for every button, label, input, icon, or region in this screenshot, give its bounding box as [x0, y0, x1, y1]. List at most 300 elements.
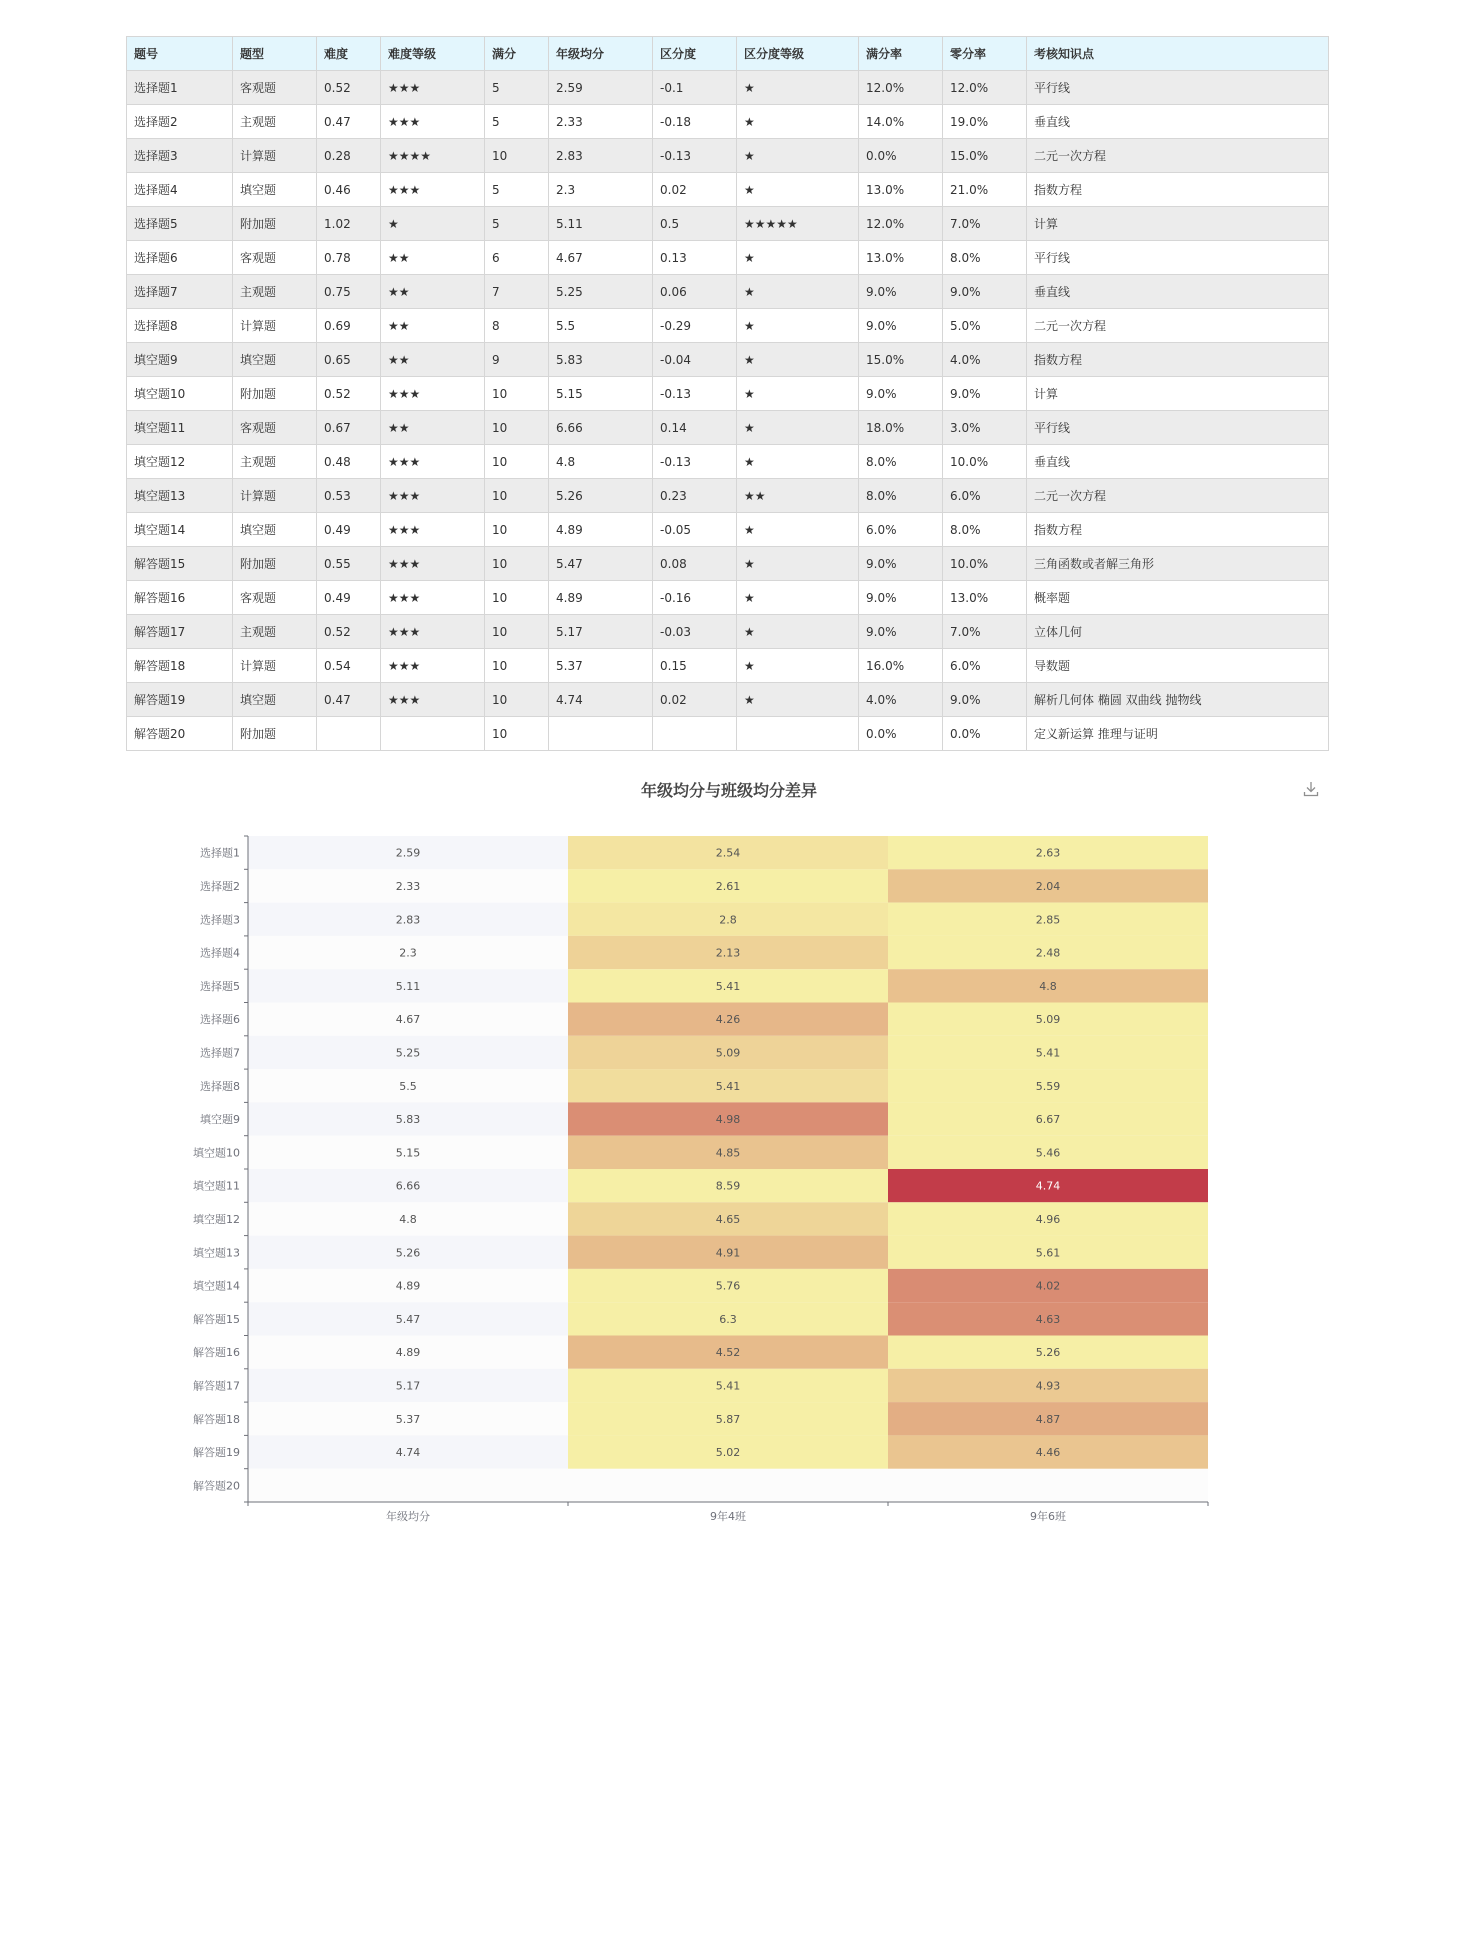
table-cell: -0.13	[653, 139, 737, 173]
table-cell: 解答题19	[127, 683, 233, 717]
table-cell: 7.0%	[943, 615, 1027, 649]
data-label: 5.87	[715, 1412, 741, 1426]
table-cell: 附加题	[233, 377, 317, 411]
table-cell: 5	[485, 105, 549, 139]
table-cell: -0.16	[653, 581, 737, 615]
x-tick-label: 9年6班	[1030, 1510, 1066, 1523]
table-cell: 5	[485, 173, 549, 207]
table-cell: 10	[485, 377, 549, 411]
data-label: 2.3	[399, 946, 417, 960]
table-cell: 0.02	[653, 683, 737, 717]
data-label: 2.04	[1035, 879, 1061, 893]
table-cell: 10	[485, 615, 549, 649]
y-tick-label: 选择题2	[200, 879, 240, 893]
data-label: 5.83	[395, 1113, 421, 1127]
column-header: 区分度等级	[737, 37, 859, 71]
table-cell: ★★★	[381, 547, 485, 581]
table-cell: 0.14	[653, 411, 737, 445]
table-cell: 5	[485, 207, 549, 241]
data-label: 5.61	[1035, 1246, 1061, 1260]
table-cell: 0.46	[317, 173, 381, 207]
table-cell: 4.74	[549, 683, 653, 717]
table-cell: 10.0%	[943, 547, 1027, 581]
table-cell: -0.05	[653, 513, 737, 547]
data-label: 2.54	[715, 846, 741, 860]
data-label: 8.59	[715, 1179, 741, 1193]
y-tick-label: 填空题12	[193, 1212, 240, 1226]
table-cell: 选择题4	[127, 173, 233, 207]
data-label: 4.87	[1035, 1412, 1061, 1426]
table-cell: 客观题	[233, 411, 317, 445]
table-cell: 12.0%	[859, 207, 943, 241]
table-cell: -0.03	[653, 615, 737, 649]
data-label: 4.63	[1035, 1312, 1061, 1326]
y-tick-label: 选择题5	[200, 979, 240, 993]
table-cell: 选择题8	[127, 309, 233, 343]
table-cell: 10	[485, 547, 549, 581]
table-cell: 5.26	[549, 479, 653, 513]
table-cell: 0.47	[317, 683, 381, 717]
y-tick-label: 选择题6	[200, 1013, 240, 1027]
table-cell: 定义新运算 推理与证明	[1027, 717, 1329, 751]
table-cell: 0.02	[653, 173, 737, 207]
table-cell: 指数方程	[1027, 343, 1329, 377]
table-cell: 0.23	[653, 479, 737, 513]
table-cell: ★★★	[381, 105, 485, 139]
table-cell: 5.15	[549, 377, 653, 411]
y-tick-label: 填空题13	[193, 1246, 240, 1260]
table-cell: 0.49	[317, 581, 381, 615]
table-cell: 计算题	[233, 479, 317, 513]
table-cell: ★	[737, 139, 859, 173]
table-cell: 9.0%	[943, 275, 1027, 309]
table-cell: 10	[485, 411, 549, 445]
table-cell: 平行线	[1027, 71, 1329, 105]
table-cell: 主观题	[233, 445, 317, 479]
table-cell: 0.52	[317, 71, 381, 105]
table-cell: 21.0%	[943, 173, 1027, 207]
table-cell: 0.15	[653, 649, 737, 683]
data-label: 4.93	[1035, 1379, 1061, 1393]
table-cell: 10	[485, 683, 549, 717]
table-cell: 18.0%	[859, 411, 943, 445]
table-cell: 附加题	[233, 207, 317, 241]
table-cell: 0.53	[317, 479, 381, 513]
table-cell: -0.04	[653, 343, 737, 377]
table-cell: 主观题	[233, 105, 317, 139]
data-label: 4.8	[399, 1212, 417, 1226]
table-cell: 客观题	[233, 581, 317, 615]
table-cell: 2.33	[549, 105, 653, 139]
data-label: 2.83	[395, 913, 421, 927]
table-cell: 6	[485, 241, 549, 275]
table-cell: -0.1	[653, 71, 737, 105]
table-cell: 选择题6	[127, 241, 233, 275]
table-cell: ★	[737, 445, 859, 479]
data-label: 6.3	[719, 1312, 737, 1326]
table-cell: 5.37	[549, 649, 653, 683]
table-cell: 10.0%	[943, 445, 1027, 479]
table-cell: ★	[737, 173, 859, 207]
table-cell: 填空题13	[127, 479, 233, 513]
data-label: 2.13	[715, 946, 741, 960]
data-label: 2.61	[715, 879, 741, 893]
table-cell: 10	[485, 513, 549, 547]
data-label: 2.63	[1035, 846, 1061, 860]
y-tick-label: 选择题7	[200, 1046, 240, 1060]
table-cell: ★	[737, 615, 859, 649]
table-cell: 4.67	[549, 241, 653, 275]
table-cell: 计算	[1027, 207, 1329, 241]
table-cell: 0.5	[653, 207, 737, 241]
table-cell: ★★★	[381, 71, 485, 105]
table-cell: 选择题3	[127, 139, 233, 173]
y-tick-label: 解答题16	[193, 1346, 240, 1360]
table-cell: 计算题	[233, 649, 317, 683]
table-cell: 二元一次方程	[1027, 309, 1329, 343]
table-cell: 9.0%	[943, 377, 1027, 411]
table-cell: ★★★★★	[737, 207, 859, 241]
table-cell: ★★	[737, 479, 859, 513]
table-cell: 0.0%	[859, 717, 943, 751]
table-cell: -0.18	[653, 105, 737, 139]
table-cell: ★	[737, 649, 859, 683]
table-cell: 9.0%	[943, 683, 1027, 717]
data-label: 4.89	[395, 1279, 421, 1293]
table-cell: 解答题16	[127, 581, 233, 615]
table-cell: 0.0%	[859, 139, 943, 173]
y-tick-label: 选择题8	[200, 1079, 240, 1093]
table-cell: 4.89	[549, 513, 653, 547]
table-cell: ★	[737, 241, 859, 275]
table-cell: 16.0%	[859, 649, 943, 683]
table-cell: 2.59	[549, 71, 653, 105]
table-cell: ★★★	[381, 445, 485, 479]
table-cell: ★★★	[381, 649, 485, 683]
data-label: 2.85	[1035, 913, 1061, 927]
table-cell: ★★	[381, 411, 485, 445]
table-cell: 0.13	[653, 241, 737, 275]
table-cell: ★	[737, 343, 859, 377]
data-label: 5.5	[399, 1079, 417, 1093]
table-cell: 13.0%	[859, 173, 943, 207]
table-cell: 平行线	[1027, 411, 1329, 445]
table-cell: 8.0%	[859, 445, 943, 479]
table-cell: ★★★	[381, 173, 485, 207]
table-cell: 解答题20	[127, 717, 233, 751]
y-tick-label: 解答题19	[193, 1446, 240, 1460]
data-label: 4.65	[715, 1212, 741, 1226]
data-label: 5.59	[1035, 1079, 1061, 1093]
table-cell: 0.06	[653, 275, 737, 309]
data-label: 5.15	[395, 1146, 421, 1160]
y-tick-label: 解答题20	[193, 1479, 240, 1493]
table-cell: 填空题10	[127, 377, 233, 411]
data-label: 5.47	[395, 1312, 421, 1326]
table-cell: 填空题	[233, 343, 317, 377]
table-cell: 2.3	[549, 173, 653, 207]
data-label: 6.67	[1035, 1113, 1061, 1127]
table-cell: 15.0%	[943, 139, 1027, 173]
table-cell: 0.54	[317, 649, 381, 683]
table-cell: 0.69	[317, 309, 381, 343]
table-cell: 14.0%	[859, 105, 943, 139]
table-cell: 指数方程	[1027, 513, 1329, 547]
data-label: 4.52	[715, 1346, 741, 1360]
y-tick-label: 选择题4	[200, 946, 240, 960]
data-label: 4.67	[395, 1013, 421, 1027]
table-cell: 12.0%	[943, 71, 1027, 105]
table-cell: ★	[381, 207, 485, 241]
table-cell: 5.47	[549, 547, 653, 581]
table-cell: ★★★★	[381, 139, 485, 173]
table-cell: 导数题	[1027, 649, 1329, 683]
data-label: 5.37	[395, 1412, 421, 1426]
table-cell: 主观题	[233, 615, 317, 649]
data-label: 4.89	[395, 1346, 421, 1360]
data-label: 5.25	[395, 1046, 421, 1060]
table-cell: 5.5	[549, 309, 653, 343]
table-cell: 指数方程	[1027, 173, 1329, 207]
data-label: 4.02	[1035, 1279, 1061, 1293]
table-cell: ★	[737, 547, 859, 581]
table-cell: 解析几何体 椭圆 双曲线 抛物线	[1027, 683, 1329, 717]
y-tick-label: 解答题17	[193, 1379, 240, 1393]
table-cell: ★	[737, 309, 859, 343]
table-cell: 10	[485, 649, 549, 683]
column-header: 满分	[485, 37, 549, 71]
table-cell: ★	[737, 683, 859, 717]
table-cell: 6.0%	[943, 649, 1027, 683]
table-cell: 8	[485, 309, 549, 343]
data-label: 5.09	[1035, 1013, 1061, 1027]
table-cell: 0.75	[317, 275, 381, 309]
data-label: 4.98	[715, 1113, 741, 1127]
table-cell: 5	[485, 71, 549, 105]
table-cell: ★★	[381, 241, 485, 275]
table-cell: 9.0%	[859, 377, 943, 411]
data-label: 5.76	[715, 1279, 741, 1293]
table-cell: 填空题	[233, 683, 317, 717]
data-label: 2.48	[1035, 946, 1061, 960]
table-cell: -0.29	[653, 309, 737, 343]
column-header: 考核知识点	[1027, 37, 1329, 71]
table-cell: 0.52	[317, 377, 381, 411]
table-cell: ★★★	[381, 581, 485, 615]
y-tick-label: 填空题9	[200, 1113, 240, 1127]
column-header: 题号	[127, 37, 233, 71]
table-cell: 选择题7	[127, 275, 233, 309]
table-cell: 填空题12	[127, 445, 233, 479]
table-cell: -0.13	[653, 377, 737, 411]
table-cell: 10	[485, 445, 549, 479]
data-label: 4.96	[1035, 1212, 1061, 1226]
table-cell: ★★★	[381, 615, 485, 649]
data-label: 5.17	[395, 1379, 421, 1393]
table-cell: 6.0%	[943, 479, 1027, 513]
data-label: 5.41	[715, 1079, 741, 1093]
table-cell: 6.66	[549, 411, 653, 445]
data-label: 6.66	[395, 1179, 421, 1193]
column-header: 难度	[317, 37, 381, 71]
table-cell: 附加题	[233, 717, 317, 751]
table-cell: 4.8	[549, 445, 653, 479]
column-header: 年级均分	[549, 37, 653, 71]
table-cell: 立体几何	[1027, 615, 1329, 649]
x-tick-label: 年级均分	[386, 1510, 430, 1523]
data-label: 2.8	[719, 913, 737, 927]
column-header: 区分度	[653, 37, 737, 71]
table-cell: 三角函数或者解三角形	[1027, 547, 1329, 581]
table-cell: 19.0%	[943, 105, 1027, 139]
data-label: 5.41	[715, 979, 741, 993]
table-cell: 客观题	[233, 241, 317, 275]
x-tick-label: 9年4班	[710, 1510, 746, 1523]
y-tick-label: 填空题14	[193, 1279, 240, 1293]
table-cell: 主观题	[233, 275, 317, 309]
table-cell: 1.02	[317, 207, 381, 241]
data-label: 5.26	[1035, 1346, 1061, 1360]
table-cell: 填空题	[233, 513, 317, 547]
table-cell: 0.67	[317, 411, 381, 445]
table-cell: ★	[737, 581, 859, 615]
table-cell: -0.13	[653, 445, 737, 479]
data-label: 4.85	[715, 1146, 741, 1160]
table-cell: 12.0%	[859, 71, 943, 105]
table-cell: ★	[737, 71, 859, 105]
data-label: 5.41	[715, 1379, 741, 1393]
y-tick-label: 解答题15	[193, 1312, 240, 1326]
table-cell: 垂直线	[1027, 275, 1329, 309]
table-cell: 5.17	[549, 615, 653, 649]
table-cell: 9.0%	[859, 309, 943, 343]
table-cell: 6.0%	[859, 513, 943, 547]
table-cell: 解答题17	[127, 615, 233, 649]
data-label: 5.02	[715, 1446, 741, 1460]
table-cell: 解答题15	[127, 547, 233, 581]
column-header: 题型	[233, 37, 317, 71]
table-cell: ★	[737, 513, 859, 547]
table-cell: 概率题	[1027, 581, 1329, 615]
table-cell: 10	[485, 479, 549, 513]
table-cell: 4.89	[549, 581, 653, 615]
data-label: 2.33	[395, 879, 421, 893]
data-label: 4.91	[715, 1246, 741, 1260]
table-cell: 二元一次方程	[1027, 479, 1329, 513]
table-cell: 填空题14	[127, 513, 233, 547]
data-label: 4.74	[1035, 1179, 1061, 1193]
table-cell: 解答题18	[127, 649, 233, 683]
y-tick-label: 选择题1	[200, 846, 240, 860]
y-tick-label: 填空题10	[193, 1146, 240, 1160]
table-cell: 8.0%	[943, 241, 1027, 275]
table-cell: 0.0%	[943, 717, 1027, 751]
table-cell: 8.0%	[943, 513, 1027, 547]
table-cell: 填空题11	[127, 411, 233, 445]
table-cell: 0.08	[653, 547, 737, 581]
table-cell: 填空题	[233, 173, 317, 207]
data-label: 5.41	[1035, 1046, 1061, 1060]
table-cell: 5.83	[549, 343, 653, 377]
table-cell: 选择题5	[127, 207, 233, 241]
table-cell: 0.78	[317, 241, 381, 275]
table-cell: 8.0%	[859, 479, 943, 513]
column-header: 难度等级	[381, 37, 485, 71]
table-cell: ★	[737, 275, 859, 309]
table-cell: ★★★	[381, 683, 485, 717]
table-cell: 13.0%	[859, 241, 943, 275]
table-cell: ★★	[381, 343, 485, 377]
data-label: 5.11	[395, 979, 421, 993]
data-label: 4.26	[715, 1013, 741, 1027]
table-cell: 10	[485, 581, 549, 615]
table-cell: ★	[737, 411, 859, 445]
table-cell: 10	[485, 139, 549, 173]
row-stripe	[248, 1469, 1208, 1502]
table-cell: 10	[485, 717, 549, 751]
table-cell: 0.55	[317, 547, 381, 581]
chart-title: 年级均分与班级均分差异	[640, 781, 817, 800]
table-cell: ★★	[381, 275, 485, 309]
table-cell: ★	[737, 377, 859, 411]
table-cell: 选择题2	[127, 105, 233, 139]
data-label: 2.59	[395, 846, 421, 860]
table-cell: 0.48	[317, 445, 381, 479]
table-cell: 5.25	[549, 275, 653, 309]
table-cell: 9	[485, 343, 549, 377]
table-cell: 填空题9	[127, 343, 233, 377]
table-cell: 7.0%	[943, 207, 1027, 241]
table-cell: ★★★	[381, 479, 485, 513]
table-cell: 选择题1	[127, 71, 233, 105]
y-tick-label: 选择题3	[200, 913, 240, 927]
data-label: 4.46	[1035, 1446, 1061, 1460]
table-cell: 9.0%	[859, 547, 943, 581]
table-cell: 计算题	[233, 139, 317, 173]
column-header: 满分率	[859, 37, 943, 71]
table-cell: 计算	[1027, 377, 1329, 411]
table-cell: 计算题	[233, 309, 317, 343]
table-cell: 0.47	[317, 105, 381, 139]
table-cell: 9.0%	[859, 581, 943, 615]
table-cell: 客观题	[233, 71, 317, 105]
table-cell: 垂直线	[1027, 105, 1329, 139]
table-cell: 2.83	[549, 139, 653, 173]
table-cell: 0.49	[317, 513, 381, 547]
table-cell: ★★★	[381, 377, 485, 411]
table-cell: 3.0%	[943, 411, 1027, 445]
data-label: 4.74	[395, 1446, 421, 1460]
table-cell: 0.28	[317, 139, 381, 173]
table-cell: 13.0%	[943, 581, 1027, 615]
table-cell: 二元一次方程	[1027, 139, 1329, 173]
y-tick-label: 解答题18	[193, 1412, 240, 1426]
data-label: 5.09	[715, 1046, 741, 1060]
table-cell: 0.65	[317, 343, 381, 377]
table-cell: 9.0%	[859, 615, 943, 649]
table-cell: ★★	[381, 309, 485, 343]
column-header: 零分率	[943, 37, 1027, 71]
data-label: 4.8	[1039, 979, 1057, 993]
y-tick-label: 填空题11	[193, 1179, 240, 1193]
table-cell: ★	[737, 105, 859, 139]
table-cell: 0.52	[317, 615, 381, 649]
data-label: 5.46	[1035, 1146, 1061, 1160]
table-cell: 4.0%	[943, 343, 1027, 377]
table-cell: 9.0%	[859, 275, 943, 309]
table-cell: 15.0%	[859, 343, 943, 377]
table-cell: ★★★	[381, 513, 485, 547]
